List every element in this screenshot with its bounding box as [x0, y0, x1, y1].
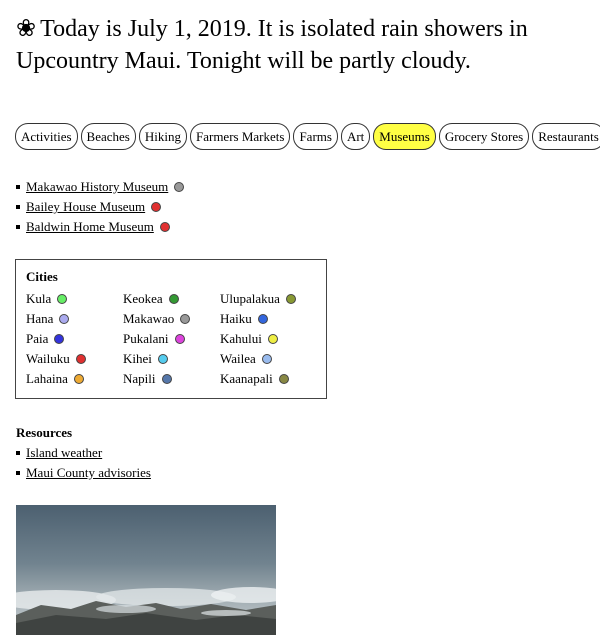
location-dot-icon: [158, 354, 168, 364]
city-item-kihei: [123, 349, 220, 369]
location-dot-icon: [268, 334, 278, 344]
location-dot-icon: [54, 334, 64, 344]
city-label: Paia: [26, 331, 49, 346]
location-dot-icon: [57, 294, 67, 304]
location-dot-icon: [160, 222, 170, 232]
city-item-hana: [26, 309, 123, 329]
city-label: Kula: [26, 291, 52, 306]
city-label: Lahaina: [26, 371, 68, 386]
location-dot-icon: [262, 354, 272, 364]
city-label: Wailuku: [26, 351, 70, 366]
location-dot-icon: [286, 294, 296, 304]
city-label: Ulupalakua: [220, 291, 280, 306]
city-item-lahaina: [26, 369, 123, 389]
bullet-icon: [16, 205, 20, 209]
cities-title: Cities: [26, 269, 58, 284]
location-dot-icon: [151, 202, 161, 212]
city-item-kula: [26, 289, 123, 309]
city-item-haiku: [220, 309, 317, 329]
bullet-icon: [16, 471, 20, 475]
tab-art[interactable]: Art: [341, 123, 370, 150]
maui-county-advisories-link[interactable]: Maui County advisories: [26, 465, 151, 480]
location-dot-icon: [175, 334, 185, 344]
tab-restaurants[interactable]: Restaurants: [532, 123, 600, 150]
list-item: [16, 217, 184, 237]
location-dot-icon: [162, 374, 172, 384]
bullet-icon: [16, 225, 20, 229]
city-item-paia: [26, 329, 123, 349]
city-item-keokea: [123, 289, 220, 309]
weather-text: Today is July 1, 2019. It is isolated rain showers in Upcountry Maui. Tonight will be partly cloudy.: [16, 16, 528, 74]
tab-farms[interactable]: Farms: [293, 123, 338, 150]
cities-legend: [15, 259, 327, 399]
flower-icon: ❀: [16, 16, 37, 42]
city-item-kaanapali: [220, 369, 317, 389]
bullet-icon: [16, 185, 20, 189]
location-dot-icon: [59, 314, 69, 324]
city-label: Hana: [26, 311, 54, 326]
island-weather-link[interactable]: Island weather: [26, 445, 103, 460]
bullet-icon: [16, 451, 20, 455]
city-item-kahului: [220, 329, 317, 349]
haleakala-photo: [16, 505, 276, 635]
location-dot-icon: [180, 314, 190, 324]
city-item-napili: [123, 369, 220, 389]
resources-list: [16, 443, 151, 483]
list-item: [16, 443, 151, 463]
tab-activities[interactable]: Activities: [15, 123, 78, 150]
city-label: Keokea: [123, 291, 163, 306]
resources-title: Resources: [16, 425, 73, 440]
list-item: [16, 463, 151, 483]
city-label: Kaanapali: [220, 371, 273, 386]
tab-farmers-markets[interactable]: Farmers Markets: [190, 123, 290, 150]
location-dot-icon: [258, 314, 268, 324]
city-label: Pukalani: [123, 331, 169, 346]
location-dot-icon: [279, 374, 289, 384]
city-label: Napili: [123, 371, 156, 386]
list-item: [16, 197, 184, 217]
tab-hiking[interactable]: Hiking: [139, 123, 187, 150]
city-label: Kihei: [123, 351, 152, 366]
city-item-wailea: [220, 349, 317, 369]
museum-link-baldwin-home[interactable]: Baldwin Home Museum: [26, 219, 154, 234]
mountain-clouds-image: [16, 505, 276, 635]
city-label: Wailea: [220, 351, 256, 366]
museum-list: [16, 177, 184, 237]
location-dot-icon: [174, 182, 184, 192]
city-item-makawao: [123, 309, 220, 329]
location-dot-icon: [76, 354, 86, 364]
category-tabs: [15, 123, 600, 150]
city-item-pukalani: [123, 329, 220, 349]
museum-link-bailey-house[interactable]: Bailey House Museum: [26, 199, 146, 214]
city-item-wailuku: [26, 349, 123, 369]
city-label: Makawao: [123, 311, 175, 326]
museum-link-makawao-history[interactable]: Makawao History Museum: [26, 179, 169, 194]
location-dot-icon: [74, 374, 84, 384]
list-item: [16, 177, 184, 197]
weather-headline: [16, 13, 576, 77]
city-label: Kahului: [220, 331, 262, 346]
tab-museums[interactable]: Museums: [373, 123, 436, 150]
tab-beaches[interactable]: Beaches: [81, 123, 136, 150]
tab-grocery-stores[interactable]: Grocery Stores: [439, 123, 529, 150]
city-item-ulupalakua: [220, 289, 317, 309]
city-label: Haiku: [220, 311, 252, 326]
city-grid: [26, 289, 317, 389]
location-dot-icon: [169, 294, 179, 304]
